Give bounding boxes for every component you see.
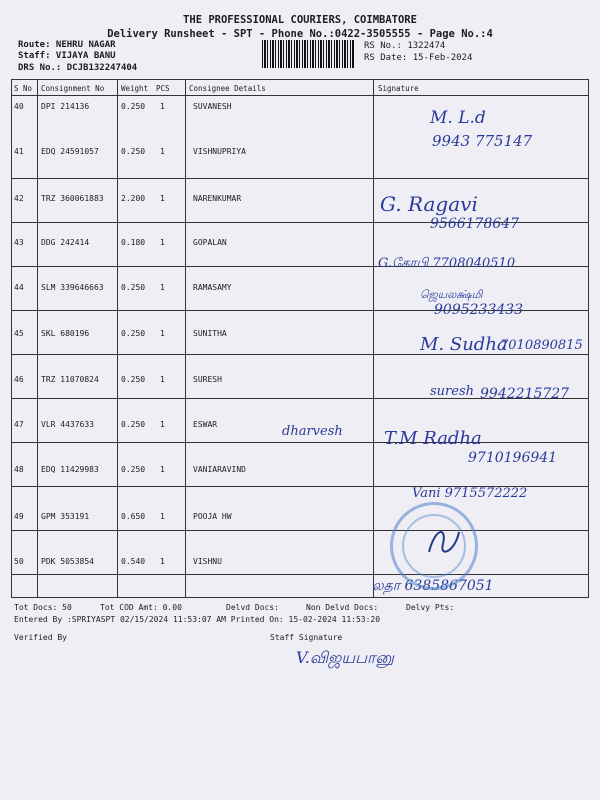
phone-row-42: 9566178647 xyxy=(430,216,520,232)
row-weight: 0.250 xyxy=(121,147,146,156)
delivered-docs: Delvd Docs: xyxy=(226,603,279,612)
signature-scribble-row-49 xyxy=(425,522,465,562)
phone-row-46: 9942215727 xyxy=(480,386,570,402)
row-consignment: SLM 339646663 xyxy=(41,283,104,292)
row-divider xyxy=(11,442,589,443)
phone-row-41: 9943 775147 xyxy=(432,132,533,150)
signature-row-48: Vani 9715572222 xyxy=(412,486,528,501)
col-header-consignee: Consignee Details xyxy=(189,84,266,93)
total-docs: Tot Docs: 50 xyxy=(14,603,72,612)
row-weight: 0.250 xyxy=(121,465,146,474)
rs-number: RS No.: 1322474 xyxy=(364,41,446,51)
signature-row-46: suresh xyxy=(430,384,474,399)
phone-row-44: 9095233433 xyxy=(434,302,524,318)
phone-row-47: 9710196941 xyxy=(468,450,558,466)
barcode-image xyxy=(262,40,354,68)
row-pcs: 1 xyxy=(160,512,165,521)
entered-by-line: Entered By :SPRIYASPT 02/15/2024 11:53:07 AM Printed On: 15-02-2024 11:53:20 xyxy=(14,615,381,624)
row-pcs: 1 xyxy=(160,238,165,247)
col-header-sno: S No xyxy=(14,84,33,93)
row-consignment: EDQ 24591057 xyxy=(41,147,99,156)
row-consignee: VISHNUPRIYA xyxy=(193,147,246,156)
row-consignment: TRZ 360061883 xyxy=(41,194,104,203)
col-header-signature: Signature xyxy=(378,84,419,93)
row-consignee: SUVANESH xyxy=(193,102,232,111)
row-consignee: VISHNU xyxy=(193,557,222,566)
row-weight: 0.250 xyxy=(121,283,146,292)
row-divider xyxy=(11,530,589,531)
signature-row-47: T.M Radha xyxy=(384,428,482,449)
route-label: Route: NEHRU NAGAR xyxy=(18,40,116,50)
col-header-consignment: Consignment No xyxy=(41,84,105,93)
row-sno: 43 xyxy=(14,238,24,247)
staff-signature: V.விஜயபானு xyxy=(296,648,394,667)
staff-label: Staff: VIJAYA BANU xyxy=(18,51,116,61)
row-sno: 47 xyxy=(14,420,24,429)
row-divider xyxy=(11,178,589,179)
row-sno: 46 xyxy=(14,375,24,384)
row-weight: 2.200 xyxy=(121,194,146,203)
signature-row-45: M. Sudha xyxy=(420,334,508,355)
row-pcs: 1 xyxy=(160,147,165,156)
row-sno: 45 xyxy=(14,329,24,338)
row-weight: 0.540 xyxy=(121,557,146,566)
row-pcs: 1 xyxy=(160,465,165,474)
row-pcs: 1 xyxy=(160,557,165,566)
row-weight: 0.250 xyxy=(121,420,146,429)
row-consignment: PDK 5053854 xyxy=(41,557,94,566)
col-header-weight: Weight xyxy=(121,84,149,93)
row-sno: 42 xyxy=(14,194,24,203)
rs-date: RS Date: 15-Feb-2024 xyxy=(364,53,473,63)
row-weight: 0.650 xyxy=(121,512,146,521)
row-weight: 0.250 xyxy=(121,375,146,384)
row-consignee: GOPALAN xyxy=(193,238,227,247)
row-pcs: 1 xyxy=(160,420,165,429)
row-consignee: NARENKUMAR xyxy=(193,194,242,203)
row-sno: 41 xyxy=(14,147,24,156)
row-sno: 48 xyxy=(14,465,24,474)
signature-row-40: M. L.d xyxy=(430,108,486,128)
row-pcs: 1 xyxy=(160,329,165,338)
row-consignee: SURESH xyxy=(193,375,222,384)
row-sno: 44 xyxy=(14,283,24,292)
row-consignment: DPI 214136 xyxy=(41,102,90,111)
signature-row-42: G. Ragavi xyxy=(380,192,478,216)
phone-row-45: 7010890815 xyxy=(500,338,583,353)
row-consignment: EDQ 11429983 xyxy=(41,465,99,474)
runsheet-subtitle: Delivery Runsheet - SPT - Phone No.:0422-3505555 - Page No.:4 xyxy=(107,28,493,40)
row-consignee: ESWAR xyxy=(193,420,218,429)
row-divider xyxy=(11,574,589,575)
row-pcs: 1 xyxy=(160,375,165,384)
staff-signature-label: Staff Signature xyxy=(270,633,343,642)
signature-row-44: ஜெயலக்ஷ்மி xyxy=(420,288,483,301)
column-divider xyxy=(37,79,38,598)
col-header-pcs: PCS xyxy=(156,84,170,93)
row-consignee: VANIARAVIND xyxy=(193,465,246,474)
table-header-divider xyxy=(11,95,589,96)
row-consignment: TRZ 11070824 xyxy=(41,375,99,384)
row-sno: 49 xyxy=(14,512,24,521)
row-consignee: SUNITHA xyxy=(193,329,227,338)
column-divider xyxy=(373,79,374,598)
signature-row-50: லதா 6385867051 xyxy=(372,578,494,594)
row-consignment: DDG 242414 xyxy=(41,238,90,247)
verified-by-label: Verified By xyxy=(14,633,67,642)
row-consignment: VLR 4437633 xyxy=(41,420,94,429)
row-sno: 50 xyxy=(14,557,24,566)
signature-row-43: G.கோபி 7708040510 xyxy=(378,256,516,271)
company-title: THE PROFESSIONAL COURIERS, COIMBATORE xyxy=(183,14,417,26)
column-divider xyxy=(117,79,118,598)
row-consignee: POOJA HW xyxy=(193,512,232,521)
row-consignment: SKL 680196 xyxy=(41,329,90,338)
row-weight: 0.250 xyxy=(121,329,146,338)
drs-number: DRS No.: DCJB132247404 xyxy=(18,63,138,73)
non-delivered-docs: Non Delvd Docs: xyxy=(306,603,379,612)
row-weight: 0.180 xyxy=(121,238,146,247)
row-weight: 0.250 xyxy=(121,102,146,111)
row-consignment: GPM 353191 xyxy=(41,512,90,521)
row-pcs: 1 xyxy=(160,194,165,203)
delivery-points: Delvy Pts: xyxy=(406,603,455,612)
row-consignee: RAMASAMY xyxy=(193,283,232,292)
row-pcs: 1 xyxy=(160,283,165,292)
row-sno: 40 xyxy=(14,102,24,111)
row-pcs: 1 xyxy=(160,102,165,111)
column-divider xyxy=(185,79,186,598)
annotation-row-47: dharvesh xyxy=(282,424,343,439)
total-cod-amount: Tot COD Amt: 0.00 xyxy=(100,603,182,612)
